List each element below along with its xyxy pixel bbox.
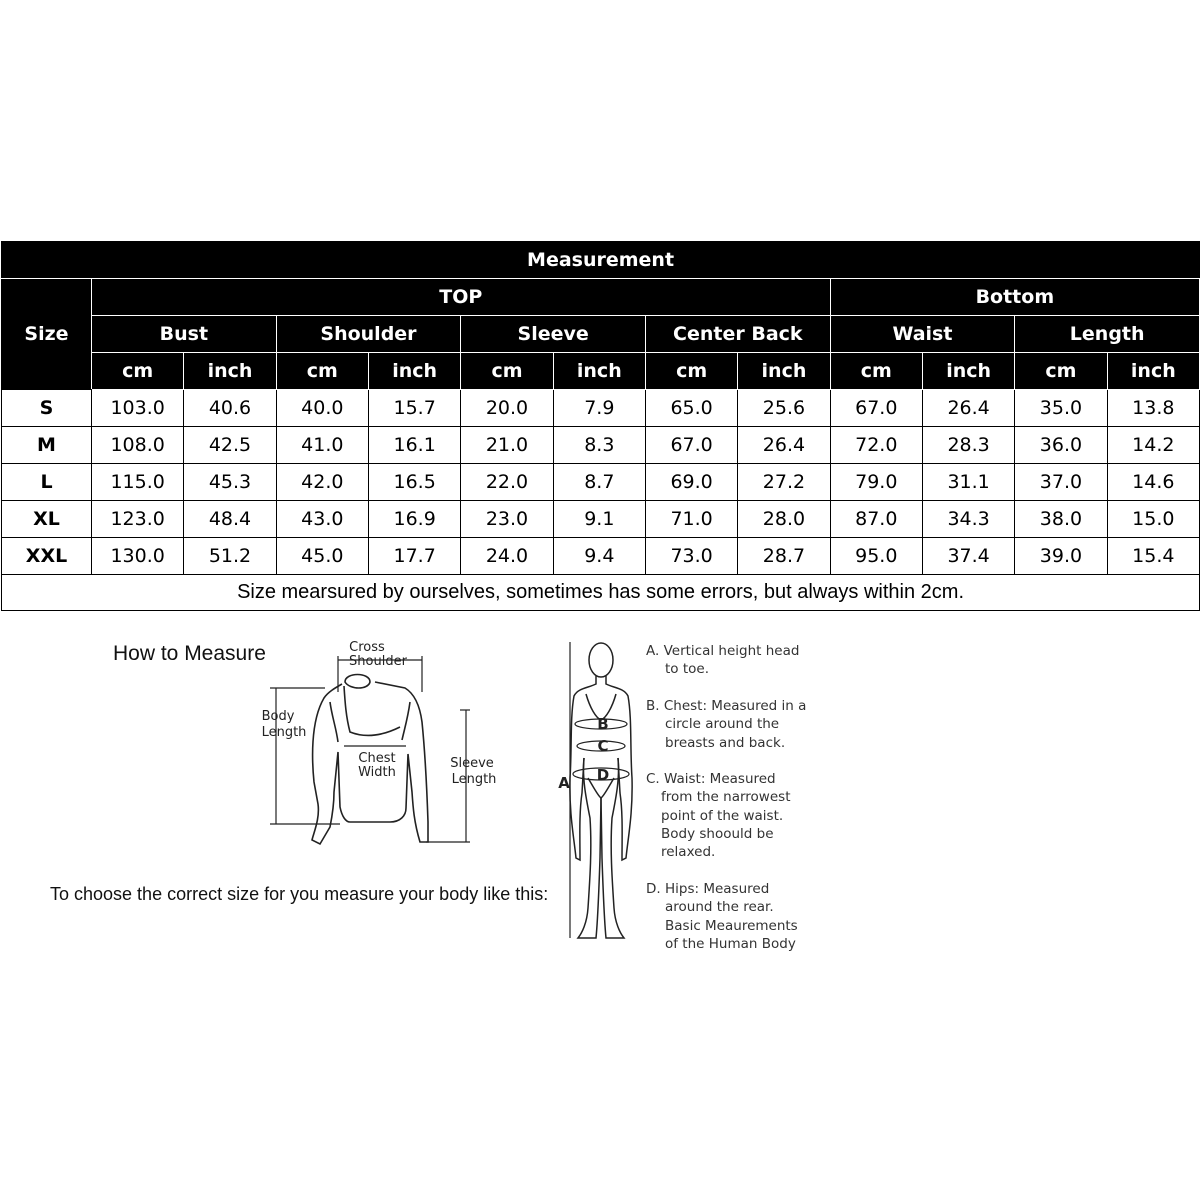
- measurement-cell: 8.7: [553, 464, 645, 501]
- note-c-line: point of the waist.: [661, 807, 784, 824]
- measurement-cell: 71.0: [645, 501, 737, 538]
- note-c-line: relaxed.: [661, 844, 716, 861]
- measurement-cell: 13.8: [1107, 390, 1199, 427]
- measurement-cell: 23.0: [461, 501, 553, 538]
- size-instruction: To choose the correct size for you measure your body like this:: [50, 884, 549, 904]
- measurement-cell: 115.0: [92, 464, 184, 501]
- measurement-cell: 28.3: [922, 427, 1014, 464]
- measurement-cell: 65.0: [645, 390, 737, 427]
- body-figure-diagram: [552, 638, 652, 948]
- sleeve-length-label-1: Sleeve: [450, 756, 494, 771]
- cross-shoulder-label-2: Shoulder: [349, 654, 407, 669]
- measurement-cell: 37.0: [1015, 464, 1107, 501]
- how-to-measure-heading: How to Measure: [113, 642, 266, 665]
- note-a-line: to toe.: [665, 661, 709, 678]
- measurement-cell: 69.0: [645, 464, 737, 501]
- size-chart-table: [1, 241, 1200, 611]
- measurement-cell: 36.0: [1015, 427, 1107, 464]
- sleeve-length-label-2: Length: [451, 772, 497, 787]
- table-body: [2, 390, 1200, 575]
- measurement-note: Size mearsured by ourselves, sometimes has some errors, but always within 2cm.: [2, 575, 1200, 611]
- unit-header-cm: cm: [1015, 353, 1107, 390]
- measurement-cell: 34.3: [922, 501, 1014, 538]
- size-label: M: [2, 427, 92, 464]
- unit-header-cm: cm: [645, 353, 737, 390]
- table-row: [2, 538, 1200, 575]
- measure-header-shoulder: Shoulder: [276, 316, 461, 353]
- measurement-cell: 123.0: [92, 501, 184, 538]
- body-length-label-2: Length: [261, 725, 307, 740]
- note-c-line: from the narrowest: [661, 789, 791, 806]
- unit-header-inch: inch: [1107, 353, 1199, 390]
- note-d-line: around the rear.: [665, 899, 774, 916]
- measure-header-waist: Waist: [830, 316, 1015, 353]
- unit-header-inch: inch: [368, 353, 460, 390]
- measurement-cell: 95.0: [830, 538, 922, 575]
- measurement-cell: 22.0: [461, 464, 553, 501]
- note-b-line: B. Chest: Measured in a: [646, 698, 807, 714]
- measurement-cell: 16.1: [368, 427, 460, 464]
- measurement-cell: 40.0: [276, 390, 368, 427]
- measurement-cell: 42.0: [276, 464, 368, 501]
- unit-header-cm: cm: [92, 353, 184, 390]
- body-letter-b: B: [597, 715, 609, 733]
- unit-header-inch: inch: [553, 353, 645, 390]
- measurement-cell: 37.4: [922, 538, 1014, 575]
- measurement-notes: [646, 643, 846, 963]
- body-letter-d: D: [596, 766, 610, 784]
- note-a-line: A. Vertical height head: [646, 643, 800, 659]
- measurement-cell: 130.0: [92, 538, 184, 575]
- measurement-cell: 103.0: [92, 390, 184, 427]
- measurement-cell: 21.0: [461, 427, 553, 464]
- note-row: [2, 575, 1200, 611]
- table-row: [2, 501, 1200, 538]
- note-b-line: circle around the: [665, 716, 780, 733]
- note-d-line: Basic Meaurements: [665, 917, 798, 934]
- cross-shoulder-label-1: Cross: [349, 640, 385, 655]
- group-row: [2, 279, 1200, 316]
- measurement-cell: 67.0: [830, 390, 922, 427]
- unit-row: [2, 353, 1200, 390]
- measurement-cell: 38.0: [1015, 501, 1107, 538]
- measurement-cell: 39.0: [1015, 538, 1107, 575]
- measurement-cell: 41.0: [276, 427, 368, 464]
- measurement-cell: 28.0: [738, 501, 830, 538]
- measurement-cell: 24.0: [461, 538, 553, 575]
- measure-header-center-back: Center Back: [645, 316, 830, 353]
- measurement-cell: 15.7: [368, 390, 460, 427]
- measure-row: [2, 316, 1200, 353]
- group-header-top: TOP: [92, 279, 831, 316]
- table-row: [2, 464, 1200, 501]
- sweater-diagram: [250, 632, 470, 852]
- measurement-cell: 28.7: [738, 538, 830, 575]
- chest-width-label-1: Chest: [358, 751, 396, 766]
- unit-header-inch: inch: [184, 353, 276, 390]
- note-c-line: Body shoould be: [661, 825, 774, 842]
- unit-header-cm: cm: [461, 353, 553, 390]
- size-label: XL: [2, 501, 92, 538]
- measurement-cell: 45.0: [276, 538, 368, 575]
- note-c-line: C. Waist: Measured: [646, 771, 776, 787]
- body-letter-a: A: [558, 774, 570, 792]
- measurement-cell: 20.0: [461, 390, 553, 427]
- measurement-cell: 7.9: [553, 390, 645, 427]
- note-d-line: of the Human Body: [665, 935, 796, 952]
- size-label: XXL: [2, 538, 92, 575]
- unit-header-inch: inch: [738, 353, 830, 390]
- measurement-cell: 45.3: [184, 464, 276, 501]
- measurement-cell: 67.0: [645, 427, 737, 464]
- measurement-cell: 15.0: [1107, 501, 1199, 538]
- measurement-cell: 51.2: [184, 538, 276, 575]
- measurement-cell: 79.0: [830, 464, 922, 501]
- measure-header-sleeve: Sleeve: [461, 316, 646, 353]
- measure-header-length: Length: [1015, 316, 1200, 353]
- measurement-cell: 26.4: [922, 390, 1014, 427]
- unit-header-cm: cm: [276, 353, 368, 390]
- table-row: [2, 427, 1200, 464]
- title-row: [2, 242, 1200, 279]
- measure-header-bust: Bust: [92, 316, 277, 353]
- size-label: S: [2, 390, 92, 427]
- measurement-cell: 40.6: [184, 390, 276, 427]
- unit-header-cm: cm: [830, 353, 922, 390]
- measurement-cell: 16.9: [368, 501, 460, 538]
- measurement-cell: 17.7: [368, 538, 460, 575]
- body-length-label-1: Body: [261, 709, 295, 724]
- size-label: L: [2, 464, 92, 501]
- measurement-cell: 35.0: [1015, 390, 1107, 427]
- measurement-cell: 27.2: [738, 464, 830, 501]
- measurement-cell: 43.0: [276, 501, 368, 538]
- measurement-cell: 73.0: [645, 538, 737, 575]
- chest-width-label-2: Width: [358, 765, 396, 780]
- measurement-cell: 26.4: [738, 427, 830, 464]
- measurement-cell: 42.5: [184, 427, 276, 464]
- measurement-cell: 15.4: [1107, 538, 1199, 575]
- measurement-cell: 9.1: [553, 501, 645, 538]
- unit-header-inch: inch: [922, 353, 1014, 390]
- measurement-cell: 87.0: [830, 501, 922, 538]
- measurement-cell: 25.6: [738, 390, 830, 427]
- group-header-bottom: Bottom: [830, 279, 1199, 316]
- size-column-header: Size: [2, 279, 92, 390]
- body-figure-outline: [570, 643, 632, 938]
- table-row: [2, 390, 1200, 427]
- note-d-line: D. Hips: Measured: [646, 881, 770, 897]
- measurement-cell: 108.0: [92, 427, 184, 464]
- measurement-cell: 14.2: [1107, 427, 1199, 464]
- measurement-cell: 8.3: [553, 427, 645, 464]
- measurement-cell: 9.4: [553, 538, 645, 575]
- body-letter-c: C: [597, 737, 609, 755]
- measurement-cell: 72.0: [830, 427, 922, 464]
- measurement-cell: 48.4: [184, 501, 276, 538]
- table-title: Measurement: [2, 242, 1200, 279]
- measurement-cell: 14.6: [1107, 464, 1199, 501]
- note-b-line: breasts and back.: [665, 734, 786, 751]
- measurement-cell: 31.1: [922, 464, 1014, 501]
- sleeve-length-labels: [446, 752, 506, 792]
- measurement-cell: 16.5: [368, 464, 460, 501]
